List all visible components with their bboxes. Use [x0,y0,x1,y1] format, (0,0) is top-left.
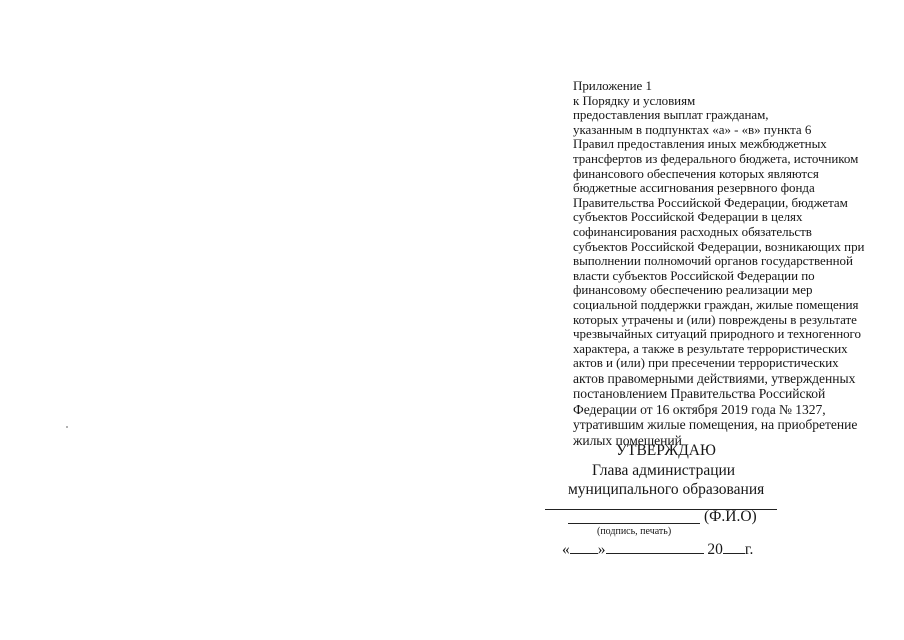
appendix-line: характера, а также в результате террористических [573,340,848,356]
appendix-header [573,79,883,448]
approval-position: Глава администрации [592,462,736,479]
year-prefix: 20 [707,541,723,558]
appendix-line: которых утрачены и (или) повреждены в результате [573,311,857,327]
date-line [562,539,753,559]
signature-line [568,523,700,524]
appendix-line: субъектов Российской Федерации, возникающих при [573,238,865,254]
month-blank [606,539,704,554]
fio-label: (Ф.И.О) [704,508,757,525]
appendix-line: актов правомерными действиями, утвержденных [573,370,856,386]
appendix-line: финансовому обеспечению реализации мер [573,282,813,298]
appendix-line: постановлением Правительства Российской [573,386,826,402]
appendix-line: социальной поддержки граждан, жилые помещения [573,296,859,312]
appendix-line: бюджетные ассигнования резервного фонда [573,180,815,196]
scan-speck [66,426,68,428]
appendix-line: софинансирования расходных обязательств [573,223,812,239]
date-open-quote: « [562,541,570,558]
appendix-line: Правил предоставления иных межбюджетных [573,136,827,152]
appendix-line: Федерации от 16 октября 2019 года № 1327, [573,401,826,417]
appendix-line: актов и (или) при пресечении террористических [573,355,839,371]
appendix-line: финансового обеспечения которых являются [573,165,819,181]
day-blank [570,539,598,554]
approval-organization: муниципального образования [568,481,765,498]
appendix-line: трансфертов из федерального бюджета, источником [573,150,859,166]
year-blank [723,539,745,554]
year-suffix: г. [744,541,754,558]
appendix-line: предоставления выплат гражданам, [573,107,769,123]
date-close-quote: » [597,541,606,558]
appendix-line: чрезвычайных ситуаций природного и техногенного [573,326,861,342]
appendix-line: указанным в подпунктах «а» - «в» пункта 6 [573,121,812,137]
appendix-line: Правительства Российской Федерации, бюджетам [573,194,848,210]
appendix-line: власти субъектов Российской Федерации по [573,267,815,283]
appendix-line: Приложение 1 [573,78,652,93]
appendix-line: выполнении полномочий органов государственной [573,253,853,269]
approval-title: УТВЕРЖДАЮ [616,442,716,459]
appendix-line: жилых помещений [573,432,682,448]
appendix-line: субъектов Российской Федерации в целях [573,209,803,225]
appendix-line: утратившим жилые помещения, на приобретение [573,417,858,433]
signature-caption: (подпись, печать) [597,526,672,537]
appendix-line: к Порядку и условиям [573,92,696,108]
